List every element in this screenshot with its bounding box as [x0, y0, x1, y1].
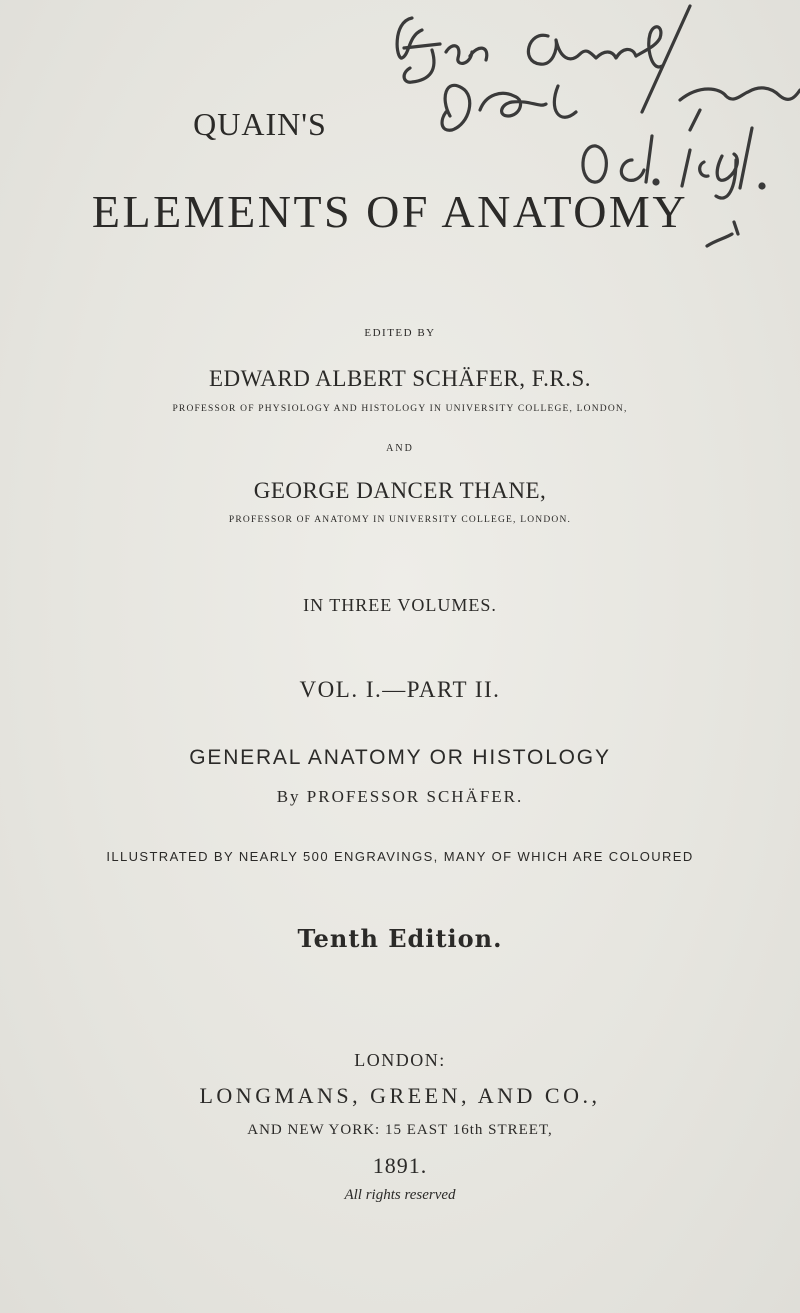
imprint-city: LONDON: [354, 1050, 446, 1070]
editor-2-name: GEORGE DANCER THANE, [253, 478, 547, 503]
imprint-publisher: LONGMANS, GREEN, AND CO., [199, 1083, 601, 1108]
imprint-year: 1891. [372, 1153, 428, 1178]
illustration-note: ILLUSTRATED BY NEARLY 500 ENGRAVINGS, MANY OF WHICH ARE COLOURED [106, 849, 694, 864]
title-elements-of-anatomy: ELEMENTS OF ANATOMY [91, 186, 689, 237]
imprint-address: AND NEW YORK: 15 EAST 16th STREET, [247, 1122, 553, 1138]
editor-1-name: EDWARD ALBERT SCHÄFER, F.R.S. [208, 366, 592, 391]
handwritten-inscription [0, 0, 800, 300]
title-line-2 [0, 185, 800, 238]
author-line: By PROFESSOR SCHÄFER. [276, 787, 524, 806]
volumes-note: IN THREE VOLUMES. [303, 595, 497, 615]
volume-part: VOL. I.—PART II. [299, 677, 501, 702]
editor-1-role: PROFESSOR OF PHYSIOLOGY AND HISTOLOGY IN UNIVERSITY COLLEGE, LONDON, [172, 404, 628, 414]
editor-2-role: PROFESSOR OF ANATOMY IN UNIVERSITY COLLEGE, LONDON. [228, 515, 572, 525]
edition-line: Tenth Edition. [297, 924, 503, 953]
title-quains: QUAIN'S [193, 106, 327, 142]
subject-heading: GENERAL ANATOMY OR HISTOLOGY [189, 746, 611, 769]
rights-notice: All rights reserved [344, 1187, 456, 1203]
edited-by-label: EDITED BY [364, 327, 436, 339]
title-line-1 [0, 106, 800, 143]
and-conjunction: AND [386, 443, 414, 454]
